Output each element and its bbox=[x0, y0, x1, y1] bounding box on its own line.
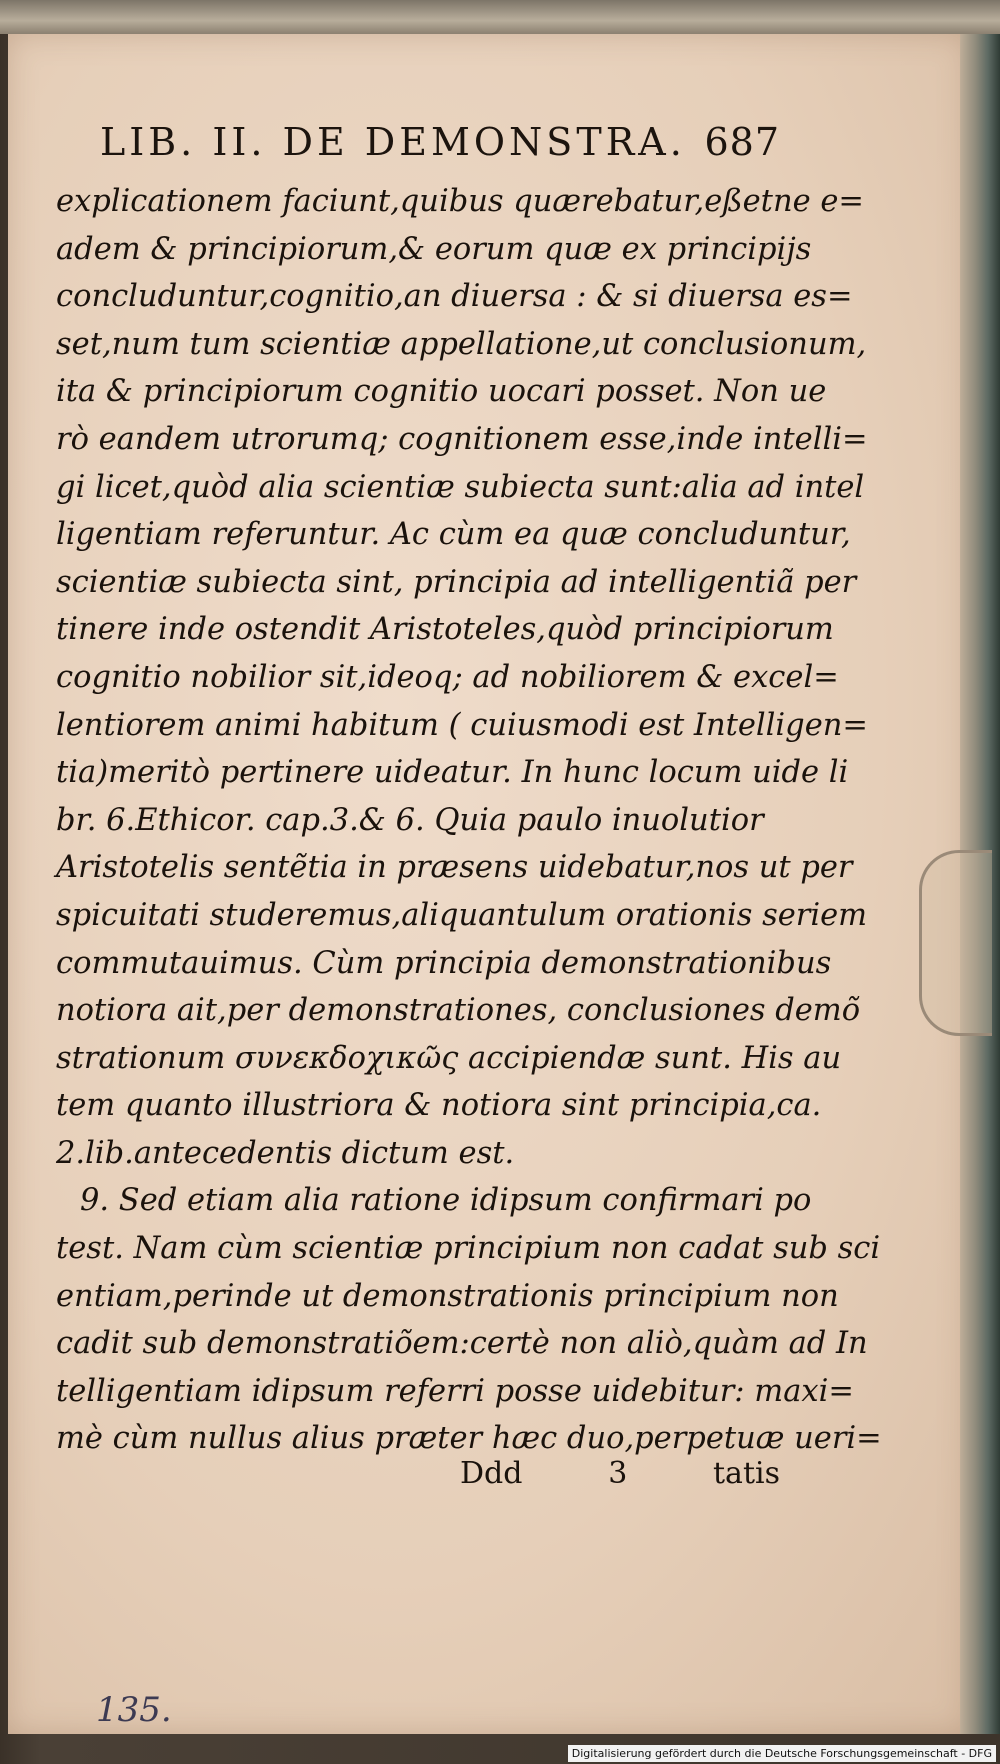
text-line: ita & principiorum cognitio uocari posset. Non ue bbox=[56, 374, 827, 410]
book-clasp bbox=[919, 850, 992, 1036]
signature-mark: Ddd bbox=[460, 1456, 523, 1491]
signature-number: 3 bbox=[608, 1456, 628, 1491]
text-line: entiam,perinde ut demonstrationis principium non bbox=[56, 1278, 839, 1314]
signature-line bbox=[460, 1456, 780, 1491]
text-line: adem & principiorum,& eorum quæ ex principijs bbox=[56, 231, 812, 267]
body-text bbox=[56, 178, 882, 1463]
text-line: mè cùm nullus alius præter hæc duo,perpetuæ ueri= bbox=[56, 1421, 882, 1457]
text-line: rò eandem utrorumq; cognitionem esse,inde intelli= bbox=[56, 421, 868, 457]
text-line: strationum συνεκδοχικῶς accipiendæ sunt. His au bbox=[56, 1040, 842, 1076]
text-line: tinere inde ostendit Aristoteles,quòd principiorum bbox=[56, 612, 834, 648]
text-line: set,num tum scientiæ appellatione,ut conclusionum, bbox=[56, 326, 867, 362]
text-line: 2.lib.antecedentis dictum est. bbox=[56, 1135, 515, 1171]
text-line: cognitio nobilior sit,ideoq; ad nobiliorem & excel= bbox=[56, 659, 839, 695]
text-line: explicationem faciunt,quibus quærebatur,eßetne e= bbox=[56, 184, 864, 219]
text-line: tem quanto illustriora & notiora sint principia,ca. bbox=[56, 1088, 822, 1124]
text-line: br. 6.Ethicor. cap.3.& 6. Quia paulo inuolutior bbox=[56, 802, 764, 838]
digitization-credit: Digitalisierung gefördert durch die Deutsche Forschungsgemeinschaft - DFG bbox=[568, 1745, 996, 1762]
text-line: scientiæ subiecta sint, principia ad intelligentiã per bbox=[56, 564, 857, 600]
text-line: commutauimus. Cùm principia demonstrationibus bbox=[56, 945, 832, 981]
handwritten-note: 135. bbox=[96, 1690, 172, 1730]
text-line: 9. Sed etiam alia ratione idipsum confirmari po bbox=[80, 1183, 812, 1219]
page-number: 687 bbox=[704, 120, 780, 164]
text-line: gi licet,quòd alia scientiæ subiecta sunt:alia ad intel bbox=[56, 469, 865, 505]
text-line: telligentiam idipsum referri posse uidebitur: maxi= bbox=[56, 1373, 854, 1409]
text-line: Aristotelis sentẽtia in præsens uidebatur,nos ut per bbox=[56, 850, 853, 886]
text-line: concluduntur,cognitio,an diuersa : & si diuersa es= bbox=[56, 279, 853, 315]
text-line: ligentiam referuntur. Ac cùm ea quæ concluduntur, bbox=[56, 517, 851, 553]
running-header bbox=[100, 120, 780, 170]
text-line: lentiorem animi habitum ( cuiusmodi est Intelligen= bbox=[56, 707, 868, 743]
book-top-edge bbox=[0, 0, 1000, 34]
text-line: spicuitati studeremus,aliquantulum orationis seriem bbox=[56, 897, 868, 933]
catchword: tatis bbox=[713, 1456, 780, 1491]
text-line: notiora ait,per demonstrationes, conclusiones demõ bbox=[56, 993, 861, 1029]
text-line: cadit sub demonstratiõem:certè non aliò,quàm ad In bbox=[56, 1326, 868, 1362]
text-line: test. Nam cùm scientiæ principium non cadat sub sci bbox=[56, 1231, 881, 1267]
text-line: tia)meritò pertinere uideatur. In hunc locum uide li bbox=[56, 755, 849, 791]
running-title: LIB. II. DE DEMONSTRA. bbox=[100, 120, 686, 164]
